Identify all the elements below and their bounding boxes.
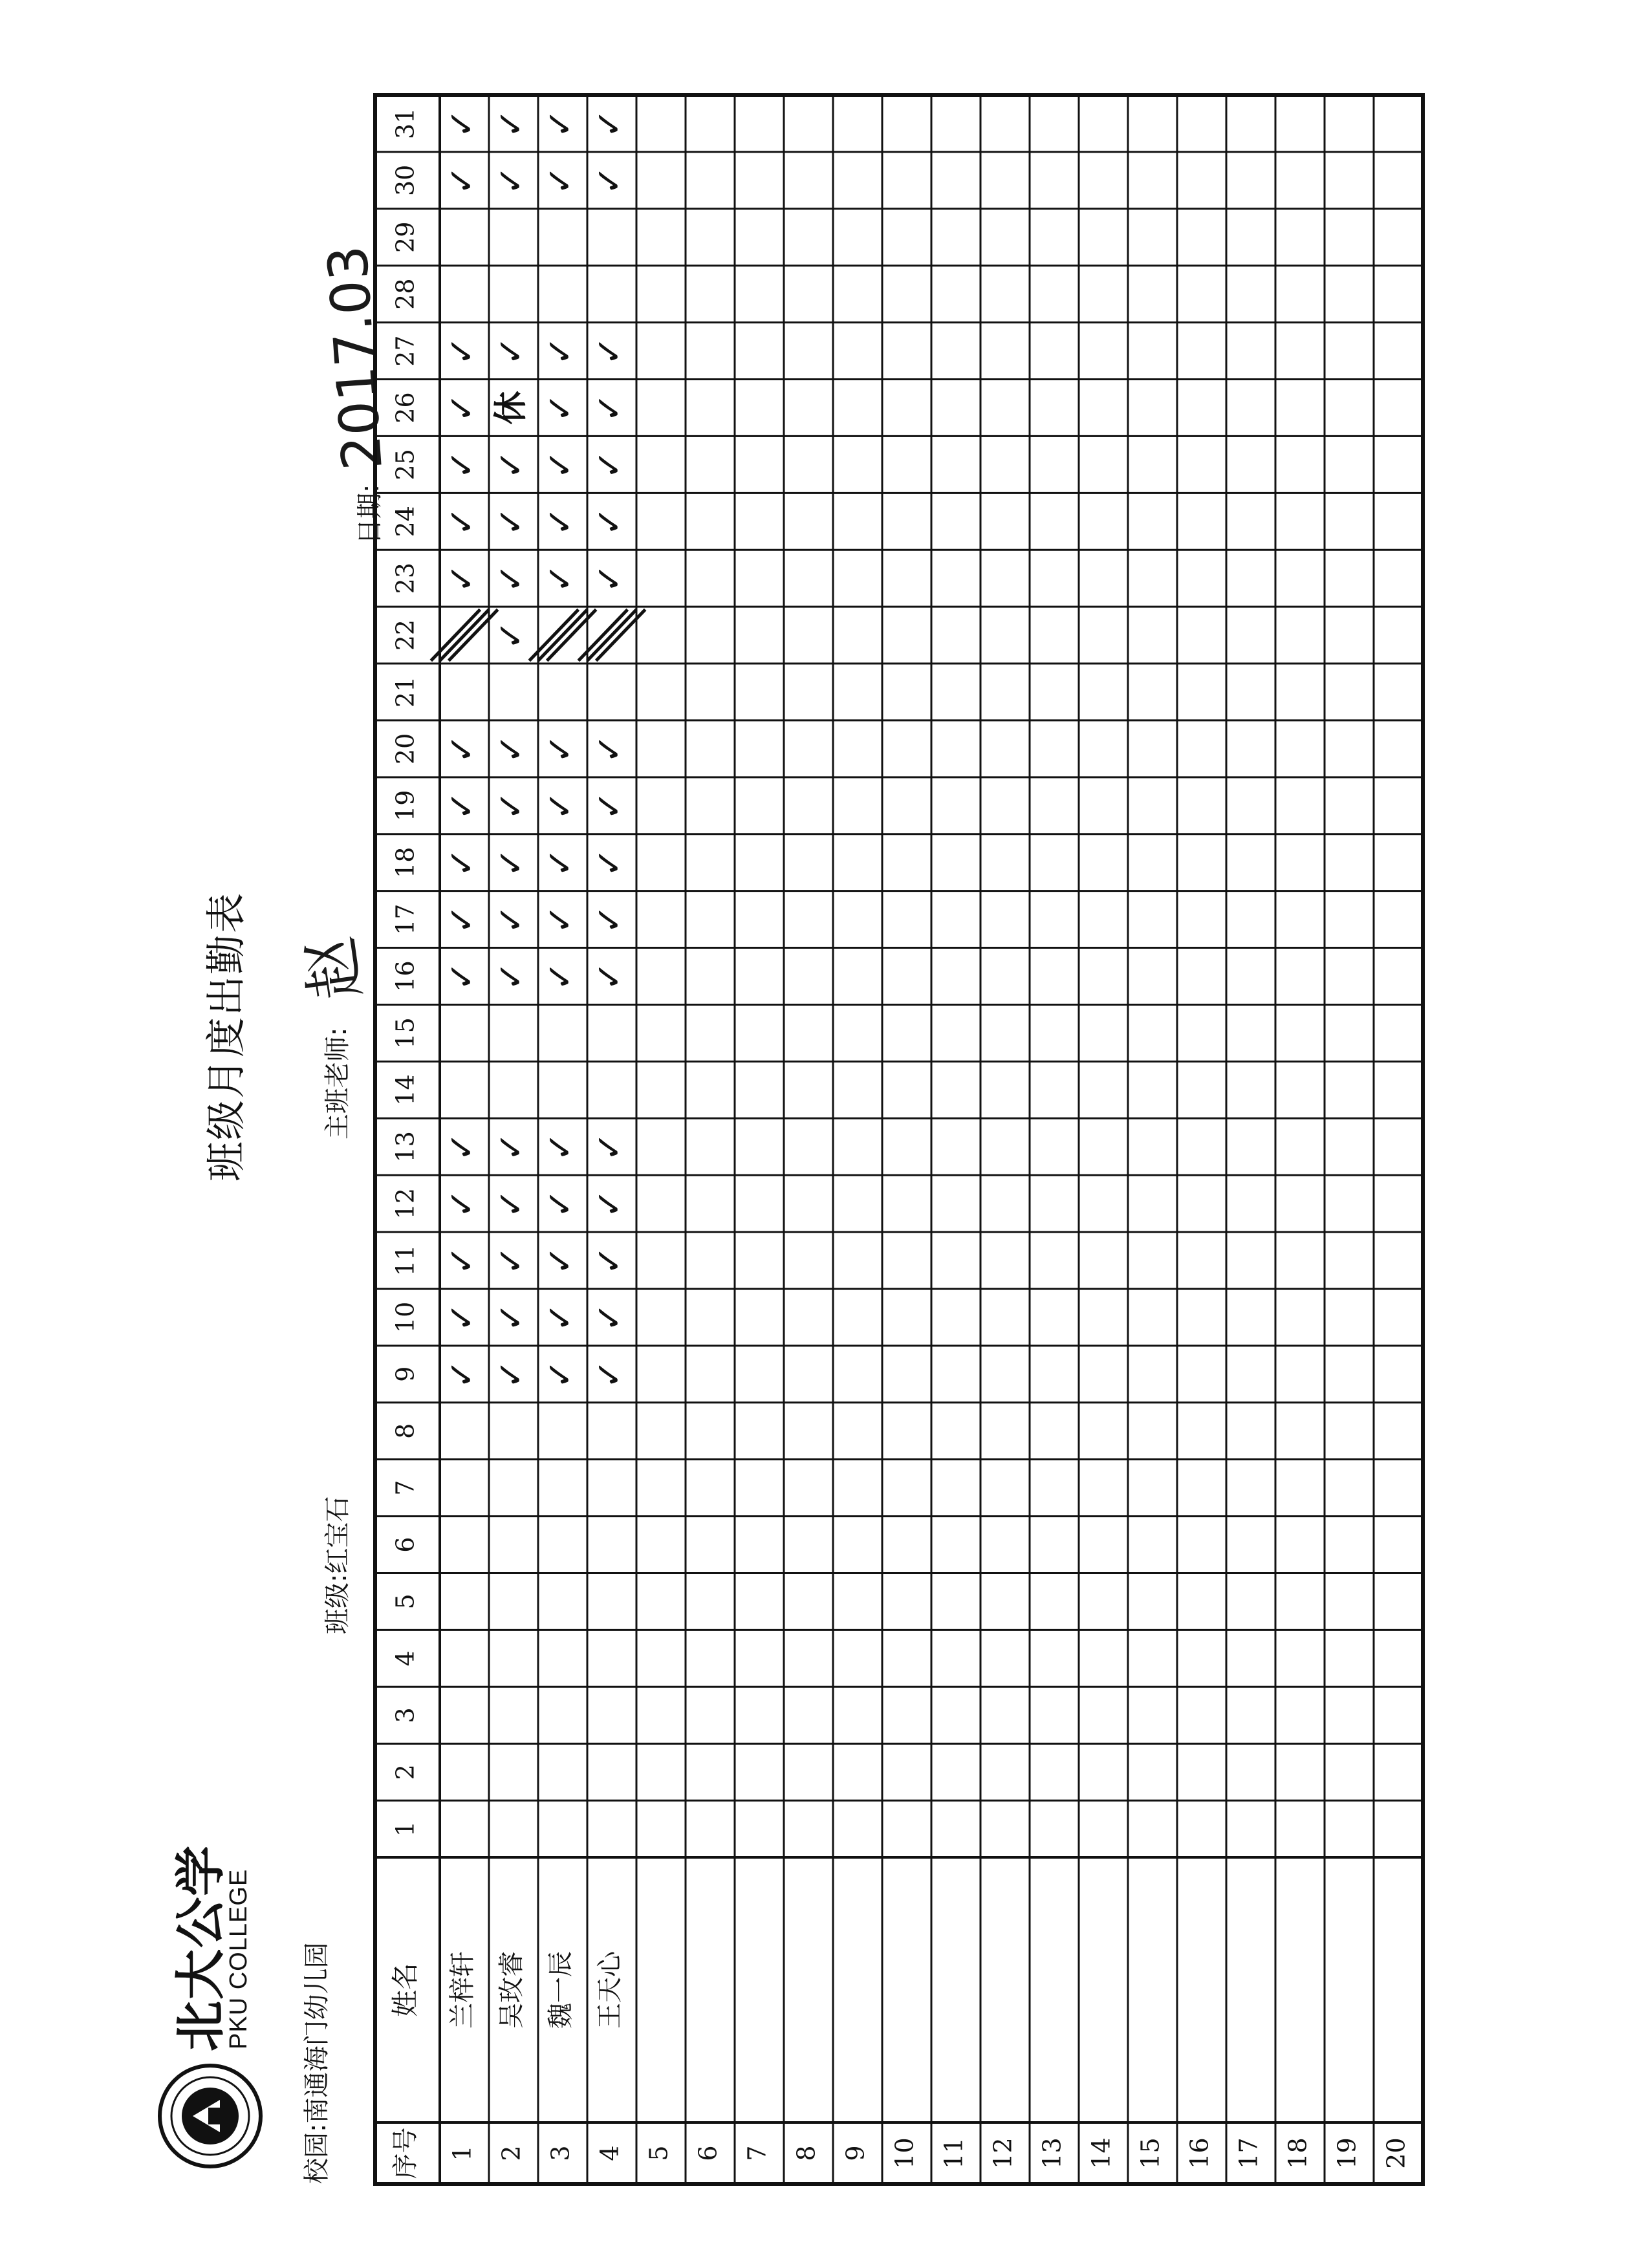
header-day-17: 17 xyxy=(391,903,420,935)
check-mark: ✓ xyxy=(539,393,580,423)
check-mark: ✓ xyxy=(441,1302,482,1332)
check-mark: ✓ xyxy=(589,563,629,593)
check-mark: ✓ xyxy=(539,734,580,764)
check-mark: ✓ xyxy=(539,904,580,934)
check-mark: ✓ xyxy=(490,563,531,593)
check-mark: ✓ xyxy=(490,109,531,138)
header-day-1: 1 xyxy=(391,1820,420,1837)
check-mark: ✓ xyxy=(441,791,482,821)
check-mark: ✓ xyxy=(539,1189,580,1218)
check-mark: ✓ xyxy=(589,1359,629,1389)
row-name: 吴玫睿 xyxy=(497,1951,526,2029)
row-seq: 9 xyxy=(841,2145,870,2161)
header-day-12: 12 xyxy=(391,1187,420,1220)
header-day-22: 22 xyxy=(391,619,420,651)
check-mark: ✓ xyxy=(490,1132,531,1161)
header-day-6: 6 xyxy=(391,1537,420,1553)
teacher-label: 主班老师: xyxy=(323,1027,352,1139)
check-mark: ✓ xyxy=(441,904,482,934)
check-mark: ✓ xyxy=(589,904,629,934)
check-mark: ✓ xyxy=(441,848,482,878)
check-mark: ✓ xyxy=(589,109,629,138)
row-seq: 19 xyxy=(1332,2137,1361,2169)
check-mark: ✓ xyxy=(490,506,531,536)
class-label: 班级:红宝石 xyxy=(323,1496,352,1634)
check-mark: ✓ xyxy=(589,1132,629,1161)
check-mark: ✓ xyxy=(539,848,580,878)
check-mark: ✓ xyxy=(589,734,629,764)
header-day-7: 7 xyxy=(391,1480,420,1496)
header-day-21: 21 xyxy=(391,676,420,708)
row-seq: 16 xyxy=(1185,2137,1214,2169)
header-day-20: 20 xyxy=(391,733,420,765)
check-mark: ✓ xyxy=(589,848,629,878)
row-seq: 14 xyxy=(1087,2137,1116,2169)
header-day-13: 13 xyxy=(391,1131,420,1163)
check-mark: ✓ xyxy=(539,336,580,366)
check-mark: ✓ xyxy=(539,791,580,821)
header-name: 姓名 xyxy=(389,1962,421,2018)
check-mark: ✓ xyxy=(490,734,531,764)
check-mark: ✓ xyxy=(589,1246,629,1275)
check-mark: ✓ xyxy=(589,961,629,991)
check-mark: ✓ xyxy=(539,109,580,138)
table-border xyxy=(375,95,1423,2184)
check-mark: ✓ xyxy=(441,336,482,366)
header-day-14: 14 xyxy=(391,1074,420,1106)
date-label: 日期: xyxy=(355,484,385,545)
check-mark: ✓ xyxy=(490,1359,531,1389)
row-seq: 8 xyxy=(792,2145,821,2161)
row-seq: 20 xyxy=(1381,2137,1411,2169)
check-mark: ✓ xyxy=(589,791,629,821)
check-mark: ✓ xyxy=(441,449,482,479)
row-seq: 7 xyxy=(742,2145,772,2161)
row-name: 魏一辰 xyxy=(546,1951,576,2029)
check-mark: ✓ xyxy=(441,961,482,991)
header-seq: 序号 xyxy=(391,2127,420,2179)
check-mark: ✓ xyxy=(539,961,580,991)
row-seq: 4 xyxy=(595,2145,624,2161)
check-mark: ✓ xyxy=(490,1189,531,1218)
header-day-10: 10 xyxy=(391,1301,420,1334)
check-mark: ✓ xyxy=(589,166,629,195)
check-mark: ✓ xyxy=(539,563,580,593)
check-mark: ✓ xyxy=(441,1132,482,1161)
check-mark: ✓ xyxy=(441,563,482,593)
check-mark: ✓ xyxy=(441,109,482,138)
check-mark: ✓ xyxy=(539,1132,580,1161)
check-mark: ✓ xyxy=(490,961,531,991)
header-day-5: 5 xyxy=(391,1593,420,1610)
check-mark: ✓ xyxy=(490,904,531,934)
row-seq: 1 xyxy=(448,2145,477,2161)
header-day-25: 25 xyxy=(391,449,420,481)
header-day-24: 24 xyxy=(391,506,420,537)
campus-label: 校园:南通海门幼儿园 xyxy=(302,1942,332,2184)
page-title: 班级月度出勤表 xyxy=(202,891,250,1182)
row-seq: 3 xyxy=(546,2145,575,2161)
header-day-27: 27 xyxy=(391,335,420,367)
header-day-19: 19 xyxy=(391,790,420,821)
row-seq: 11 xyxy=(939,2137,968,2169)
row-seq: 5 xyxy=(644,2145,673,2161)
row-seq: 18 xyxy=(1283,2137,1312,2169)
check-mark: ✓ xyxy=(441,1359,482,1389)
check-mark: ✓ xyxy=(490,791,531,821)
row-seq: 12 xyxy=(988,2137,1017,2169)
header-day-26: 26 xyxy=(391,392,420,424)
header-day-15: 15 xyxy=(391,1017,420,1049)
logo-text-cn: 北大公学 xyxy=(171,1844,230,2051)
check-mark: ✓ xyxy=(589,1302,629,1332)
header-day-28: 28 xyxy=(391,278,420,310)
header-day-8: 8 xyxy=(391,1423,420,1439)
header-day-4: 4 xyxy=(391,1650,420,1667)
check-mark: ✓ xyxy=(539,1359,580,1389)
row-seq: 15 xyxy=(1136,2137,1165,2169)
check-mark: ✓ xyxy=(589,506,629,536)
date-value: 2017.03 xyxy=(316,243,395,472)
check-mark: ✓ xyxy=(441,393,482,423)
check-mark: ✓ xyxy=(490,336,531,366)
row-seq: 6 xyxy=(693,2145,722,2161)
check-mark: ✓ xyxy=(441,506,482,536)
check-mark: ✓ xyxy=(490,620,531,650)
check-mark: ✓ xyxy=(589,393,629,423)
header-day-18: 18 xyxy=(391,847,420,878)
check-mark: ✓ xyxy=(441,734,482,764)
header-day-30: 30 xyxy=(391,164,420,197)
check-mark: ✓ xyxy=(539,506,580,536)
check-mark: ✓ xyxy=(539,449,580,479)
check-mark: ✓ xyxy=(490,1302,531,1332)
cross-mark xyxy=(538,610,587,661)
header-day-29: 29 xyxy=(391,221,420,253)
row-seq: 13 xyxy=(1037,2137,1067,2169)
check-mark: ✓ xyxy=(539,1246,580,1275)
check-mark: ✓ xyxy=(589,336,629,366)
header-day-9: 9 xyxy=(391,1366,420,1382)
row-name: 兰梓轩 xyxy=(448,1951,477,2029)
check-mark: ✓ xyxy=(539,1302,580,1332)
check-mark: ✓ xyxy=(441,1189,482,1218)
check-mark: ✓ xyxy=(589,449,629,479)
header-day-31: 31 xyxy=(391,107,420,140)
check-mark: ✓ xyxy=(589,1189,629,1218)
header-day-23: 23 xyxy=(391,562,420,594)
check-mark: ✓ xyxy=(490,848,531,878)
check-mark: ✓ xyxy=(490,1246,531,1275)
check-mark: ✓ xyxy=(441,1246,482,1275)
row-seq: 10 xyxy=(890,2137,919,2169)
header-day-3: 3 xyxy=(391,1707,420,1723)
leave-mark: 休 xyxy=(491,391,531,425)
row-seq: 17 xyxy=(1234,2137,1263,2169)
check-mark: ✓ xyxy=(441,166,482,195)
check-mark: ✓ xyxy=(539,166,580,195)
check-mark: ✓ xyxy=(490,166,531,195)
check-mark: ✓ xyxy=(490,449,531,479)
row-seq: 2 xyxy=(497,2145,526,2161)
cross-mark xyxy=(440,610,489,661)
header-day-2: 2 xyxy=(391,1764,420,1780)
header-day-11: 11 xyxy=(391,1244,420,1277)
cross-mark xyxy=(587,610,636,661)
header-day-16: 16 xyxy=(391,960,420,992)
logo-text-en: PKU COLLEGE xyxy=(225,1868,252,2049)
row-name: 王天心 xyxy=(595,1951,625,2029)
teacher-signature: 赵 xyxy=(293,933,374,1005)
